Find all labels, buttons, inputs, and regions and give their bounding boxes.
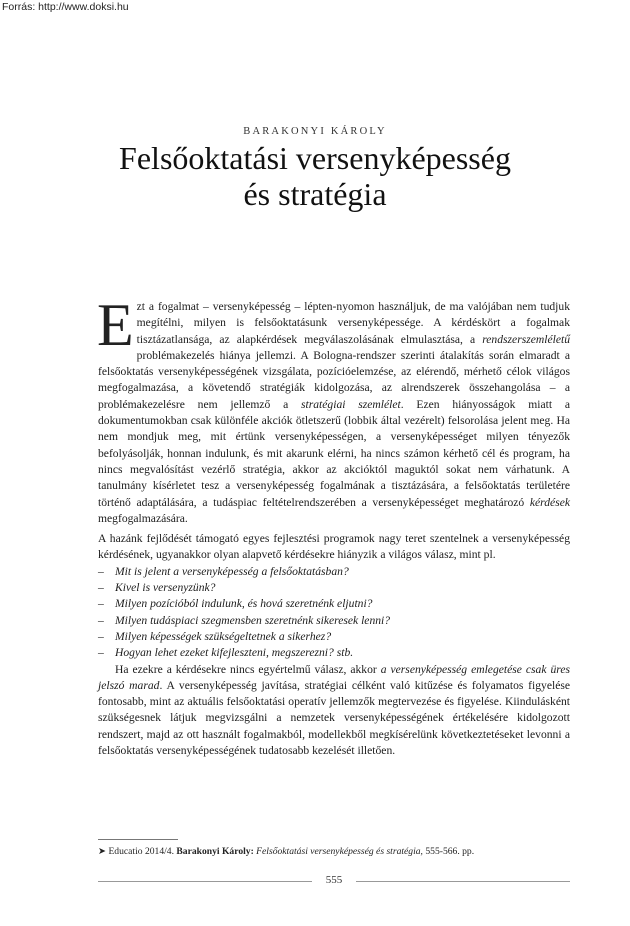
footer-rule-right [356, 881, 570, 882]
paragraph-intro [97, 292, 570, 527]
question-item [98, 629, 570, 645]
dash: – [98, 613, 104, 627]
dash: – [98, 564, 104, 578]
footnote-work: Felsőoktatási versenyképesség és stratégia, [253, 846, 423, 857]
question-list [98, 564, 570, 662]
emphasis: a versenyképesség emlegetése csak üres jelszó marad [98, 662, 570, 692]
arrow-icon: ➤ [98, 846, 107, 857]
text-run: megfogalmazására. [98, 511, 188, 525]
question-text: Kivel is versenyzünk? [115, 581, 216, 595]
title-line-1: Felsőoktatási versenyképesség [119, 140, 511, 176]
footnote-source: Educatio 2014/4. [106, 846, 177, 857]
question-text: Mit is jelent a versenyképesség a felsőoktatásban? [115, 564, 349, 578]
article-body [97, 292, 570, 759]
question-text: Milyen tudáspiaci szegmensben szeretnénk sikeresek lenni? [115, 613, 391, 627]
drop-cap: E [97, 292, 134, 358]
question-item [98, 613, 570, 629]
footer-rule-left [98, 881, 312, 882]
question-text: Milyen pozícióból indulunk, és hová szeretnénk eljutni? [115, 597, 373, 611]
question-item [98, 596, 570, 612]
question-item [98, 580, 570, 596]
question-text: Milyen képességek szükségeltetnek a sikerhez? [115, 629, 332, 643]
footnote-rule [98, 839, 178, 840]
dash: – [98, 581, 104, 595]
page-number: 555 [325, 874, 343, 886]
footnote [98, 846, 570, 857]
author-name: BARAKONYI KÁROLY [243, 126, 387, 137]
text-run: . A versenyképesség javítása, stratégiai célként való kitűzése és folyamatos figyelése fontosabb, mint az aktuális felsőoktatási operatív jellemzők megtervezése és figyelése. Kiindulásként szükségesnek látjuk megvizsgálni a nemzetek versenyképességének értékelésére kidolgozott rendszert, majd az ott használt fogalmakból, modellekből megkísérelünk következtetéseket levonni a felsőoktatás versenyképességének tudatosabb kezelését illetően. [98, 678, 570, 758]
text-run: zt a fogalmat – versenyképesség – lépten-nyomon használjuk, de ma valójában nem tudjuk megítélni, milyen is felsőoktatásunk versenyképessége. A kérdéskört a fogalmak tisztázatlansága, az alapkérdések megválaszolásának elmulasztása, a [136, 300, 570, 346]
dash: – [98, 629, 104, 643]
emphasis: stratégiai szemlélet [301, 397, 401, 411]
question-item [98, 645, 570, 661]
emphasis: rendszerszemléletű [482, 332, 570, 346]
text-run: . Ezen hiányosságok miatt a dokumentumokban csak különféle akciók ötletszerű (lobbik által vezérelt) felsorolása jelent meg. Ha nem mondjuk meg, mit értünk versenyképességen, a versenyképességet milyen tényezők befolyásolják, honnan indulunk, és mit akarunk elérni, ha nincs számon kérhető cél és program, ha nincs megvalósítást vezérlő stratégia, akkor az akcióktól maguktól sokat nem várhatunk. A tanulmány kísérletet tesz a versenyképesség fogalmának a tisztázására, a felsőoktatás területére történő adaptálására, a tudáspiac feltételrendszerében a versenyképességet meghatározó [98, 397, 570, 509]
page-title [0, 140, 630, 212]
footnote-author: Barakonyi Károly: [176, 846, 254, 857]
title-line-2: és stratégia [243, 176, 387, 212]
question-text: Hogyan lehet ezeket kifejleszteni, megszerezni? stb. [115, 646, 354, 660]
text-run: Ha ezekre a kérdésekre nincs egyértelmű válasz, akkor [115, 662, 381, 676]
question-item [98, 564, 570, 580]
emphasis: kérdések [529, 495, 570, 509]
source-url[interactable]: Forrás: http://www.doksi.hu [2, 1, 129, 13]
paragraph-conclusion [98, 662, 570, 760]
text-run: problémakezelés hiánya jellemzi. A Bologna-rendszer szerinti átalakítás során elmaradt a felsőoktatás versenyképességének vizsgálata, pozícióelemzése, az elérendő, mérhető célok világos megfogalmazása, a követendő stratégiák kidolgozása, az alrendszerek összehangolása – a problémakezelésre nem jellemző a [98, 348, 570, 411]
dash: – [98, 646, 104, 660]
footnote-pages: 555-566. pp. [422, 846, 475, 857]
paragraph-questions-lead: A hazánk fejlődését támogató egyes fejlesztési programok nagy teret szentelnek a versenyképesség kérdésének, ugyanakkor olyan alapvető kérdésekre hiányzik a világos válasz, mint pl. [98, 532, 570, 562]
dash: – [98, 597, 104, 611]
